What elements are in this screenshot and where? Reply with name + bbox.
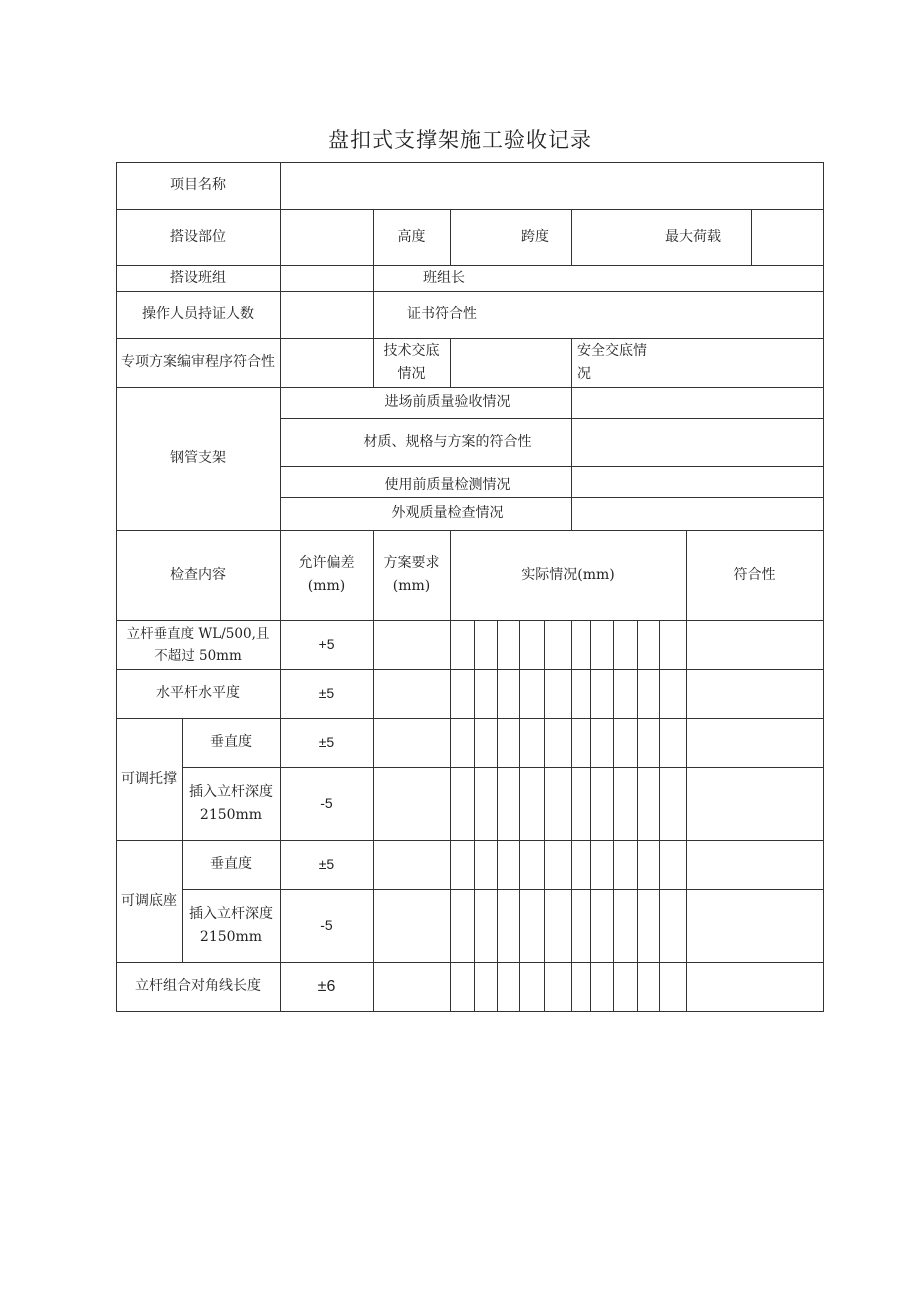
row-vertical-tolerance: +5 [318, 636, 335, 652]
grid-line [659, 620, 660, 1012]
operators-value[interactable] [280, 291, 373, 338]
top-vertical-label: 垂直度 [210, 734, 252, 750]
project-name-value[interactable] [280, 162, 823, 209]
steel-pipe-item-value[interactable] [571, 497, 823, 530]
erect-location-value[interactable] [280, 209, 373, 265]
steel-pipe-item: 进场前质量验收情况 [384, 394, 511, 410]
height-label: 高度 [397, 228, 426, 245]
erect-location-label: 搭设部位 [170, 228, 226, 245]
grid-line [544, 620, 545, 1012]
tech-briefing-label: 技术交底情况 [383, 342, 440, 382]
adjustable-top-group-label: 可调托撑 [121, 770, 177, 787]
base-vertical-label: 垂直度 [210, 856, 252, 872]
adjustable-base-group-label: 可调底座 [121, 892, 177, 909]
grid-line [613, 620, 614, 1012]
operators-label: 操作人员持证人数 [142, 306, 254, 322]
header-actual: 实际情况(mm) [521, 566, 615, 583]
top-insert-tolerance: -5 [320, 795, 333, 811]
header-tolerance: 允许偏差 (mm) [298, 555, 355, 594]
project-name-label: 项目名称 [170, 177, 226, 193]
team-value[interactable] [280, 265, 373, 291]
steel-pipe-item-value[interactable] [571, 466, 823, 497]
team-label: 搭设班组 [170, 269, 226, 286]
base-insert-label: 插入立杆深度 2150mm [189, 905, 273, 945]
top-insert-label: 插入立杆深度 2150mm [189, 783, 273, 823]
row-level-tolerance: ±5 [318, 685, 335, 701]
grid-line [519, 620, 520, 1012]
grid-line [637, 620, 638, 1012]
grid-line [823, 162, 824, 1012]
steel-pipe-item: 外观质量检查情况 [391, 505, 504, 521]
steel-pipe-label: 钢管支架 [170, 450, 226, 466]
grid-line [497, 620, 498, 1012]
grid-line [474, 620, 475, 1012]
header-requirement: 方案要求 (mm) [383, 555, 440, 594]
header-conformity: 符合性 [733, 566, 776, 583]
max-load-value[interactable] [751, 209, 823, 265]
grid-line [590, 620, 591, 1012]
base-insert-tolerance: -5 [320, 917, 333, 933]
safety-briefing-label: 安全交底情 况 [577, 342, 647, 382]
row-level-label: 水平杆水平度 [156, 685, 240, 701]
cert-label: 证书符合性 [407, 306, 477, 322]
top-vertical-tolerance: ±5 [318, 734, 335, 750]
plan-label: 专项方案编审程序符合性 [121, 354, 275, 370]
grid-line [116, 1011, 824, 1012]
row-diagonal-tolerance: ±6 [317, 978, 336, 995]
row-diagonal-label: 立杆组合对角线长度 [135, 978, 261, 994]
max-load-label: 最大荷载 [665, 228, 721, 245]
base-vertical-tolerance: ±5 [318, 856, 335, 872]
span-label: 跨度 [521, 228, 549, 245]
steel-pipe-item: 使用前质量检测情况 [384, 477, 511, 493]
page-title: 盘扣式支撑架施工验收记录 [328, 128, 592, 152]
header-item: 检查内容 [170, 566, 226, 583]
steel-pipe-item-value[interactable] [571, 418, 823, 466]
row-vertical-label: 立杆垂直度 WL/500,且 不超过 50mm [126, 625, 270, 664]
plan-value[interactable] [280, 338, 373, 387]
steel-pipe-item: 材质、规格与方案的符合性 [363, 433, 532, 450]
tech-briefing-value[interactable] [450, 338, 571, 387]
grid-line [571, 620, 572, 1012]
team-leader-label: 班组长 [423, 269, 465, 286]
steel-pipe-item-value[interactable] [571, 387, 823, 418]
